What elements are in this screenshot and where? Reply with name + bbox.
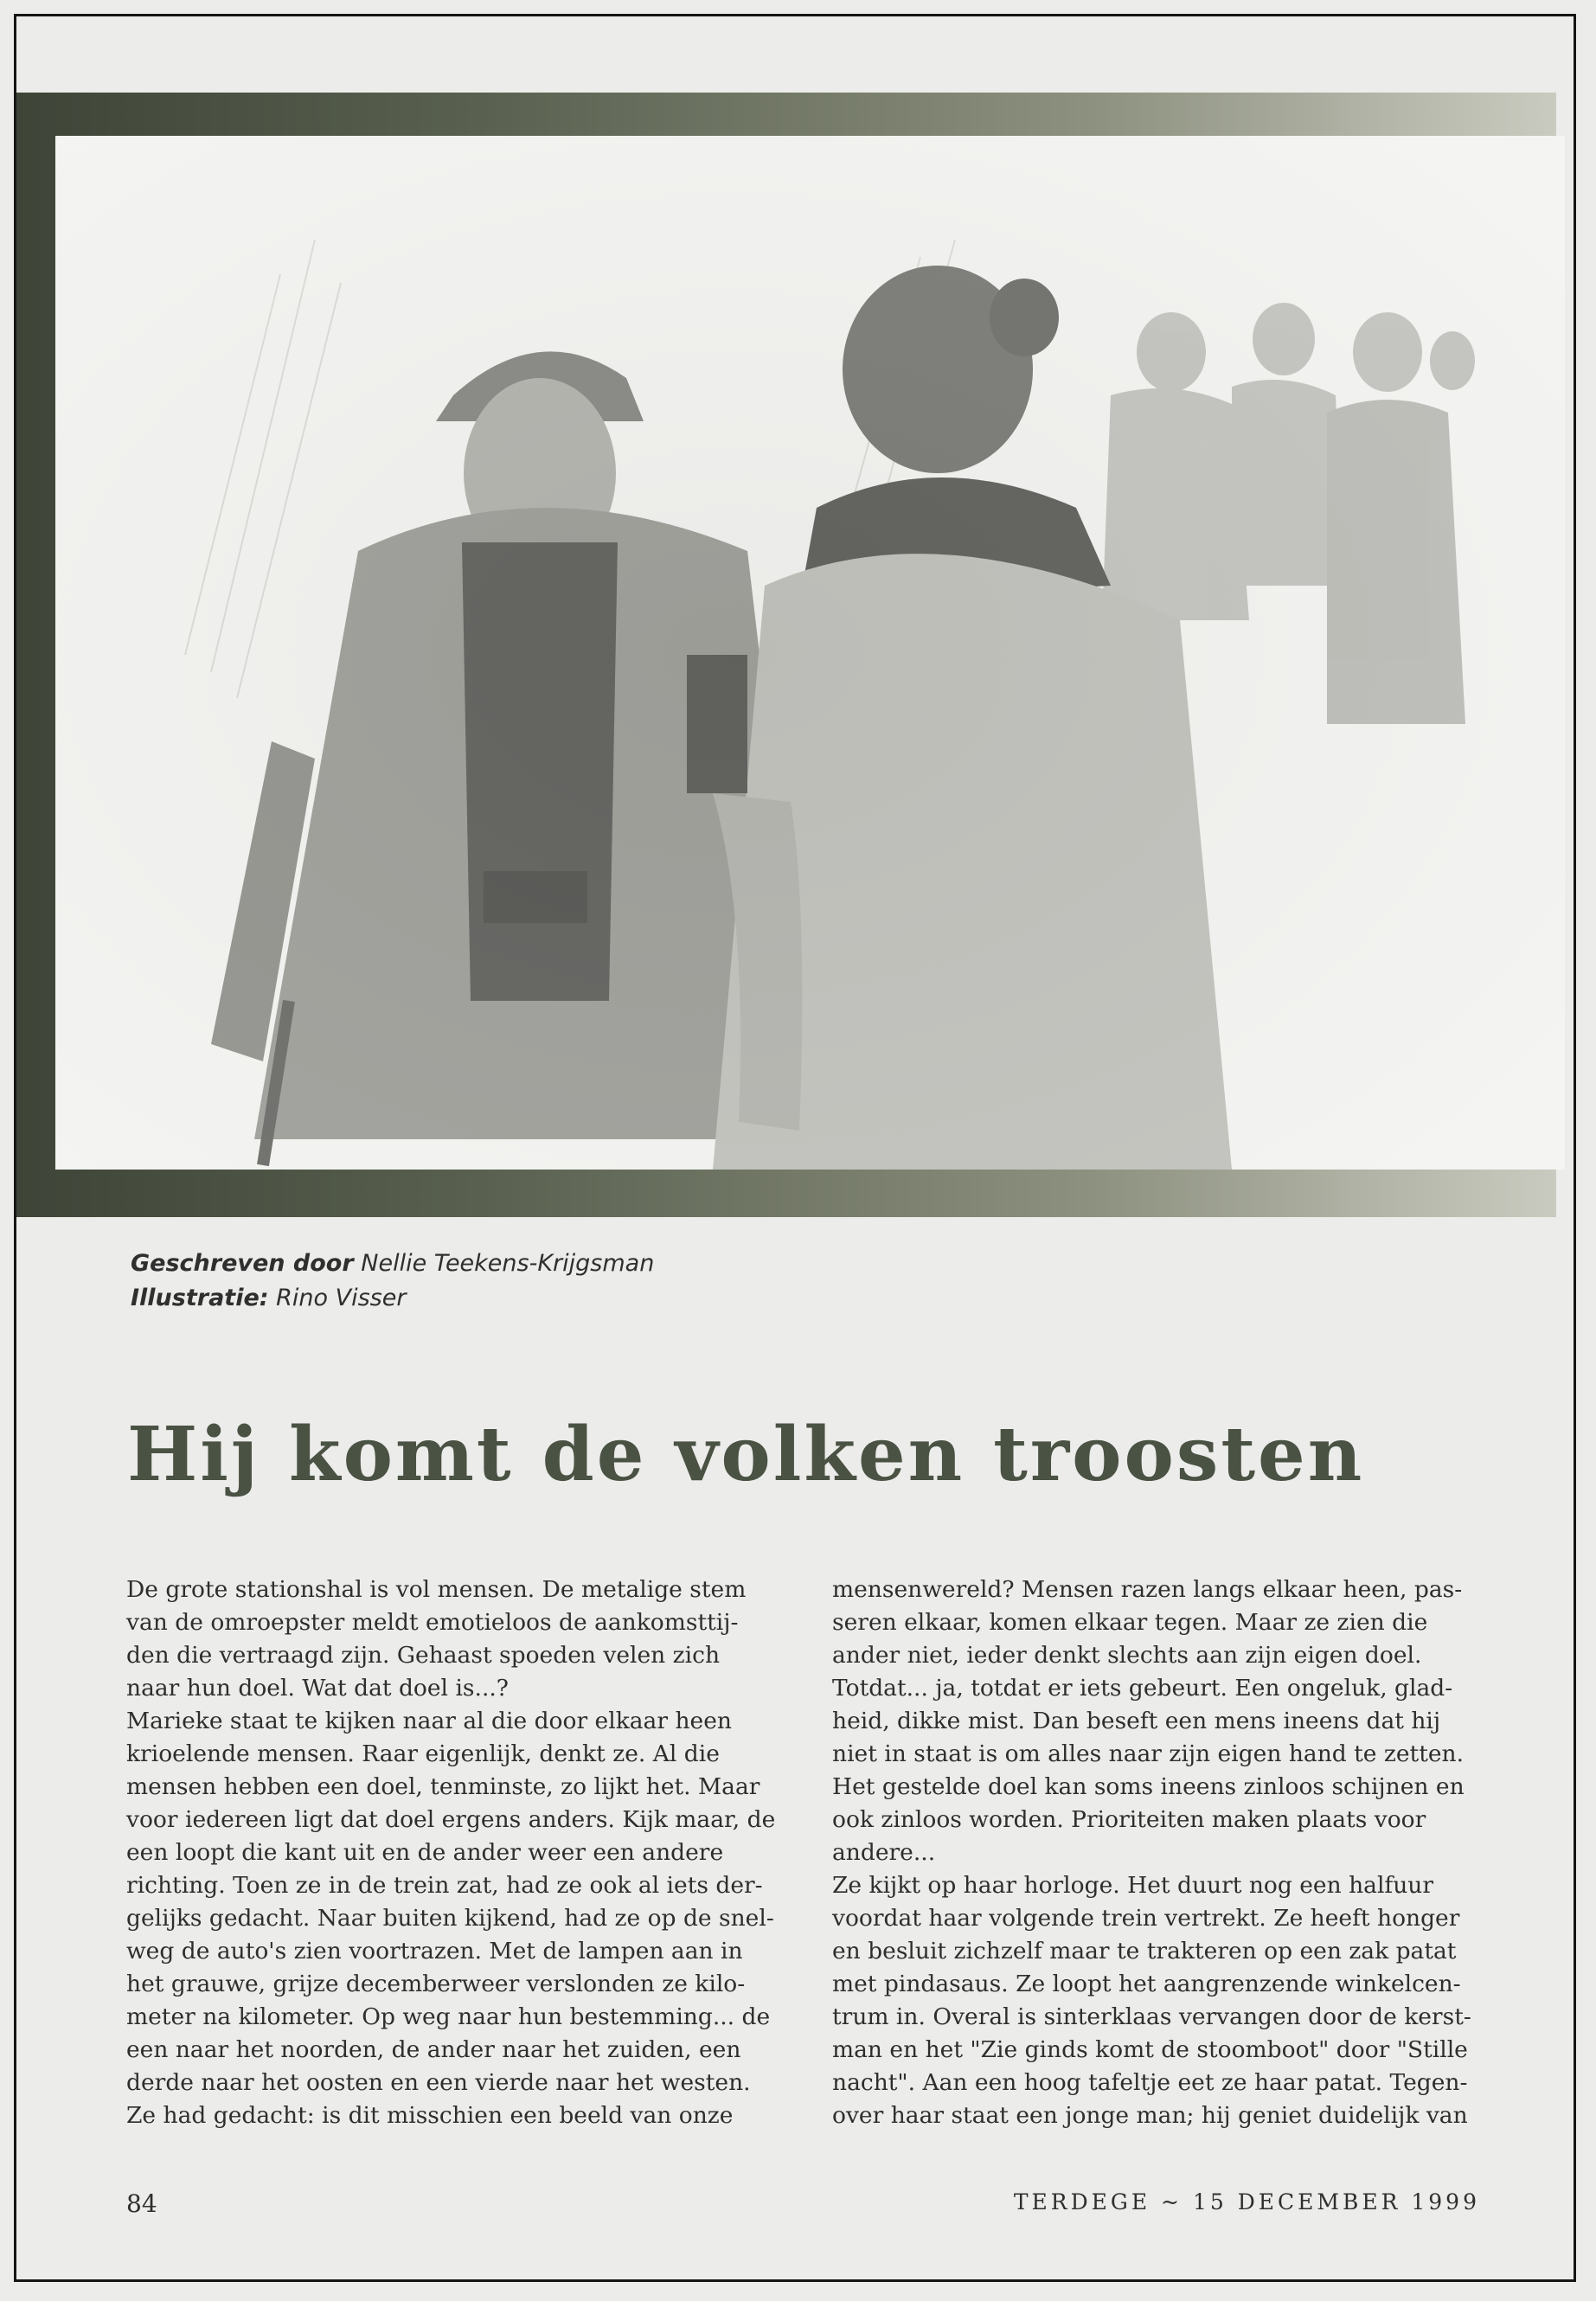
- text-line: voordat haar volgende trein vertrekt. Ze heeft honger: [832, 1905, 1460, 1932]
- text-line: ook zinloos worden. Prioriteiten maken plaats voor: [832, 1806, 1426, 1833]
- author-label: Geschreven door: [131, 1250, 354, 1277]
- text-line: Marieke staat te kijken naar al die door elkaar heen: [126, 1708, 732, 1734]
- text-line: krioelende mensen. Raar eigenlijk, denkt ze. Al die: [126, 1740, 720, 1767]
- text-line: Totdat... ja, totdat er iets gebeurt. Een ongeluk, glad-: [832, 1675, 1453, 1702]
- text-line: niet in staat is om alles naar zijn eigen hand te zetten.: [832, 1740, 1465, 1767]
- magazine-page: [14, 14, 1576, 2282]
- text-line: van de omroepster meldt emotieloos de aankomsttij-: [126, 1609, 739, 1636]
- text-line: ander niet, ieder denkt slechts aan zijn eigen doel.: [832, 1642, 1422, 1669]
- text-line: heid, dikke mist. Dan beseft een mens ineens dat hij: [832, 1708, 1441, 1734]
- text-line: weg de auto's zien voortrazen. Met de lampen aan in: [126, 1938, 743, 1965]
- running-footer: TERDEGE ~ 15 DECEMBER 1999: [1013, 2189, 1480, 2214]
- article-column-left: [126, 1574, 775, 2132]
- text-line: De grote stationshal is vol mensen. De metalige stem: [126, 1576, 747, 1603]
- illustrator-credit: [131, 1281, 654, 1316]
- text-line: den die vertraagd zijn. Gehaast spoeden velen zich: [126, 1642, 721, 1669]
- text-line: Het gestelde doel kan soms ineens zinloos schijnen en: [832, 1773, 1465, 1800]
- text-line: het grauwe, grijze decemberweer verslonden ze kilo-: [126, 1971, 746, 1997]
- page-number: 84: [126, 2189, 157, 2218]
- text-line: meter na kilometer. Op weg naar hun bestemming... de: [126, 2003, 771, 2030]
- article-column-right: [832, 1574, 1481, 2132]
- author-credit: [131, 1247, 654, 1281]
- illustration-frame: [16, 93, 1556, 1217]
- text-line: mensenwereld? Mensen razen langs elkaar heen, pas-: [832, 1576, 1463, 1603]
- text-line: een naar het noorden, de ander naar het zuiden, een: [126, 2036, 741, 2063]
- text-line: trum in. Overal is sinterklaas vervangen door de kerst-: [832, 2003, 1471, 2030]
- text-line: richting. Toen ze in de trein zat, had ze ook al iets der-: [126, 1872, 763, 1899]
- illustrator-name: Rino Visser: [276, 1285, 407, 1311]
- text-line: gelijks gedacht. Naar buiten kijkend, had ze op de snel-: [126, 1905, 774, 1932]
- text-line: met pindasaus. Ze loopt het aangrenzende winkelcen-: [832, 1971, 1461, 1997]
- author-name: Nellie Teekens-Krijgsman: [361, 1250, 655, 1277]
- text-line: naar hun doel. Wat dat doel is...?: [126, 1675, 509, 1702]
- text-line: over haar staat een jonge man; hij geniet duidelijk van: [832, 2102, 1468, 2129]
- text-line: een loopt die kant uit en de ander weer een andere: [126, 1839, 724, 1866]
- text-line: mensen hebben een doel, tenminste, zo lijkt het. Maar: [126, 1773, 760, 1800]
- text-line: andere...: [832, 1839, 936, 1866]
- text-line: derde naar het oosten en een vierde naar het westen.: [126, 2069, 751, 2096]
- illustrator-label: Illustratie:: [131, 1285, 269, 1311]
- article-credits: [131, 1247, 654, 1316]
- text-line: Ze kijkt op haar horloge. Het duurt nog een halfuur: [832, 1872, 1434, 1899]
- text-line: nacht". Aan een hoog tafeltje eet ze haar patat. Tegen-: [832, 2069, 1468, 2096]
- article-title: Hij komt de volken troosten: [127, 1411, 1365, 1498]
- text-line: voor iedereen ligt dat doel ergens anders. Kijk maar, de: [126, 1806, 776, 1833]
- text-line: seren elkaar, komen elkaar tegen. Maar ze zien die: [832, 1609, 1428, 1636]
- text-line: man en het "Zie ginds komt de stoomboot" door "Stille: [832, 2036, 1468, 2063]
- pencil-illustration: [55, 136, 1565, 1170]
- text-line: Ze had gedacht: is dit misschien een beeld van onze: [126, 2102, 734, 2129]
- text-line: en besluit zichzelf maar te trakteren op een zak patat: [832, 1938, 1457, 1965]
- illustration-drawing: [55, 136, 1565, 1170]
